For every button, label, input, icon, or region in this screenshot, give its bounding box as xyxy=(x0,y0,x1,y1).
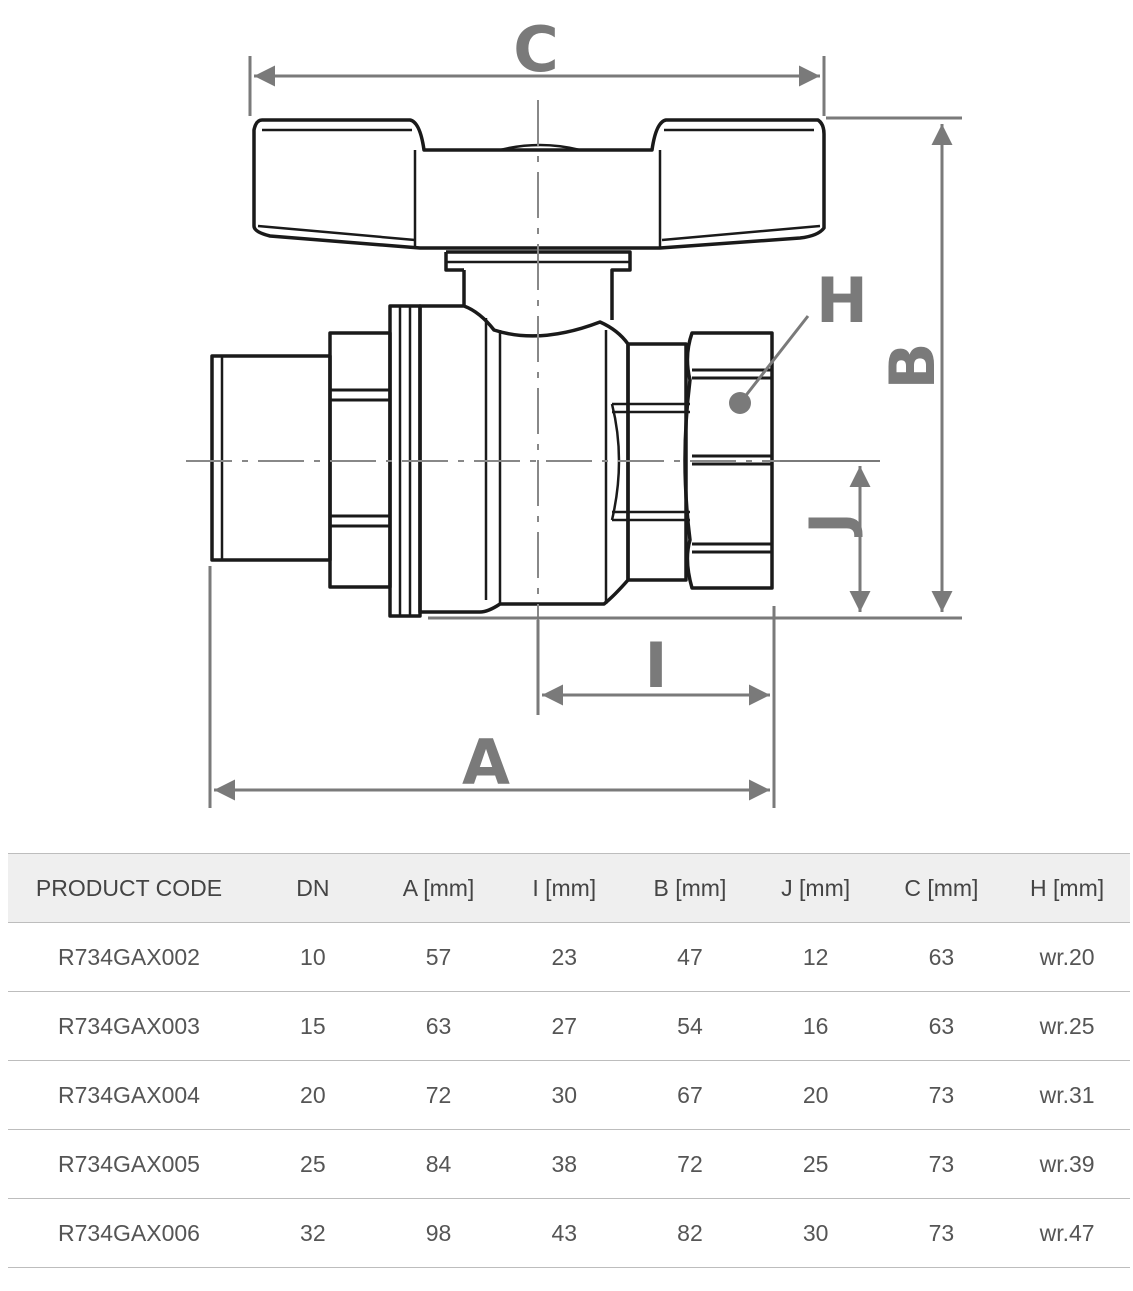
column-header: PRODUCT CODE xyxy=(8,854,250,923)
table-cell: 82 xyxy=(627,1199,753,1268)
center-lines xyxy=(186,100,880,620)
table-cell: 67 xyxy=(627,1061,753,1130)
column-header: DN xyxy=(250,854,376,923)
table-cell: 10 xyxy=(250,923,376,992)
column-header: H [mm] xyxy=(1004,854,1130,923)
table-cell: 43 xyxy=(501,1199,627,1268)
table-cell: 57 xyxy=(376,923,502,992)
table-cell: 84 xyxy=(376,1130,502,1199)
table-cell: R734GAX005 xyxy=(8,1130,250,1199)
column-header: I [mm] xyxy=(501,854,627,923)
column-header: J [mm] xyxy=(753,854,879,923)
table-cell: 73 xyxy=(879,1061,1005,1130)
table-cell: 72 xyxy=(376,1061,502,1130)
table-cell: 30 xyxy=(501,1061,627,1130)
table-cell: 20 xyxy=(250,1061,376,1130)
dimension-lines xyxy=(210,56,962,808)
table-cell: R734GAX006 xyxy=(8,1199,250,1268)
table-row xyxy=(8,923,1130,992)
table-cell: 27 xyxy=(501,992,627,1061)
table-cell: 16 xyxy=(753,992,879,1061)
dim-label-b: B xyxy=(876,342,949,390)
table-cell: 47 xyxy=(627,923,753,992)
table-cell: 25 xyxy=(250,1130,376,1199)
table-cell: R734GAX004 xyxy=(8,1061,250,1130)
table-cell: 63 xyxy=(879,923,1005,992)
table-cell: wr.39 xyxy=(1004,1130,1130,1199)
table-cell: wr.25 xyxy=(1004,992,1130,1061)
table-cell: 63 xyxy=(879,992,1005,1061)
table-cell: 25 xyxy=(753,1130,879,1199)
table-cell: R734GAX003 xyxy=(8,992,250,1061)
male-thread-end xyxy=(212,356,330,560)
table-cell: R734GAX002 xyxy=(8,923,250,992)
table-row xyxy=(8,992,1130,1061)
table-cell: wr.20 xyxy=(1004,923,1130,992)
table-cell: 32 xyxy=(250,1199,376,1268)
table-cell: 12 xyxy=(753,923,879,992)
valve-body xyxy=(420,306,628,612)
table-cell: 73 xyxy=(879,1199,1005,1268)
table-cell: 15 xyxy=(250,992,376,1061)
table-cell: 98 xyxy=(376,1199,502,1268)
table-row xyxy=(8,1199,1130,1268)
table-cell: 30 xyxy=(753,1199,879,1268)
table-header-row xyxy=(8,854,1130,923)
dim-label-h: H xyxy=(816,264,868,337)
ball-valve-outline xyxy=(212,120,824,616)
column-header: C [mm] xyxy=(879,854,1005,923)
column-header: B [mm] xyxy=(627,854,753,923)
dim-label-j: J xyxy=(797,512,865,534)
table-cell: 23 xyxy=(501,923,627,992)
table-row xyxy=(8,1130,1130,1199)
dim-label-a: A xyxy=(462,726,510,799)
table-cell: 54 xyxy=(627,992,753,1061)
table-cell: 63 xyxy=(376,992,502,1061)
dimensions-table xyxy=(8,853,1130,1268)
h-leader-dot xyxy=(729,392,751,414)
column-header: A [mm] xyxy=(376,854,502,923)
table-cell: wr.47 xyxy=(1004,1199,1130,1268)
table-row xyxy=(8,1061,1130,1130)
dim-label-c: C xyxy=(513,13,559,86)
dim-label-i: I xyxy=(644,629,668,702)
table-cell: 20 xyxy=(753,1061,879,1130)
table-cell: 38 xyxy=(501,1130,627,1199)
table-cell: wr.31 xyxy=(1004,1061,1130,1130)
table-cell: 73 xyxy=(879,1130,1005,1199)
table-cell: 72 xyxy=(627,1130,753,1199)
